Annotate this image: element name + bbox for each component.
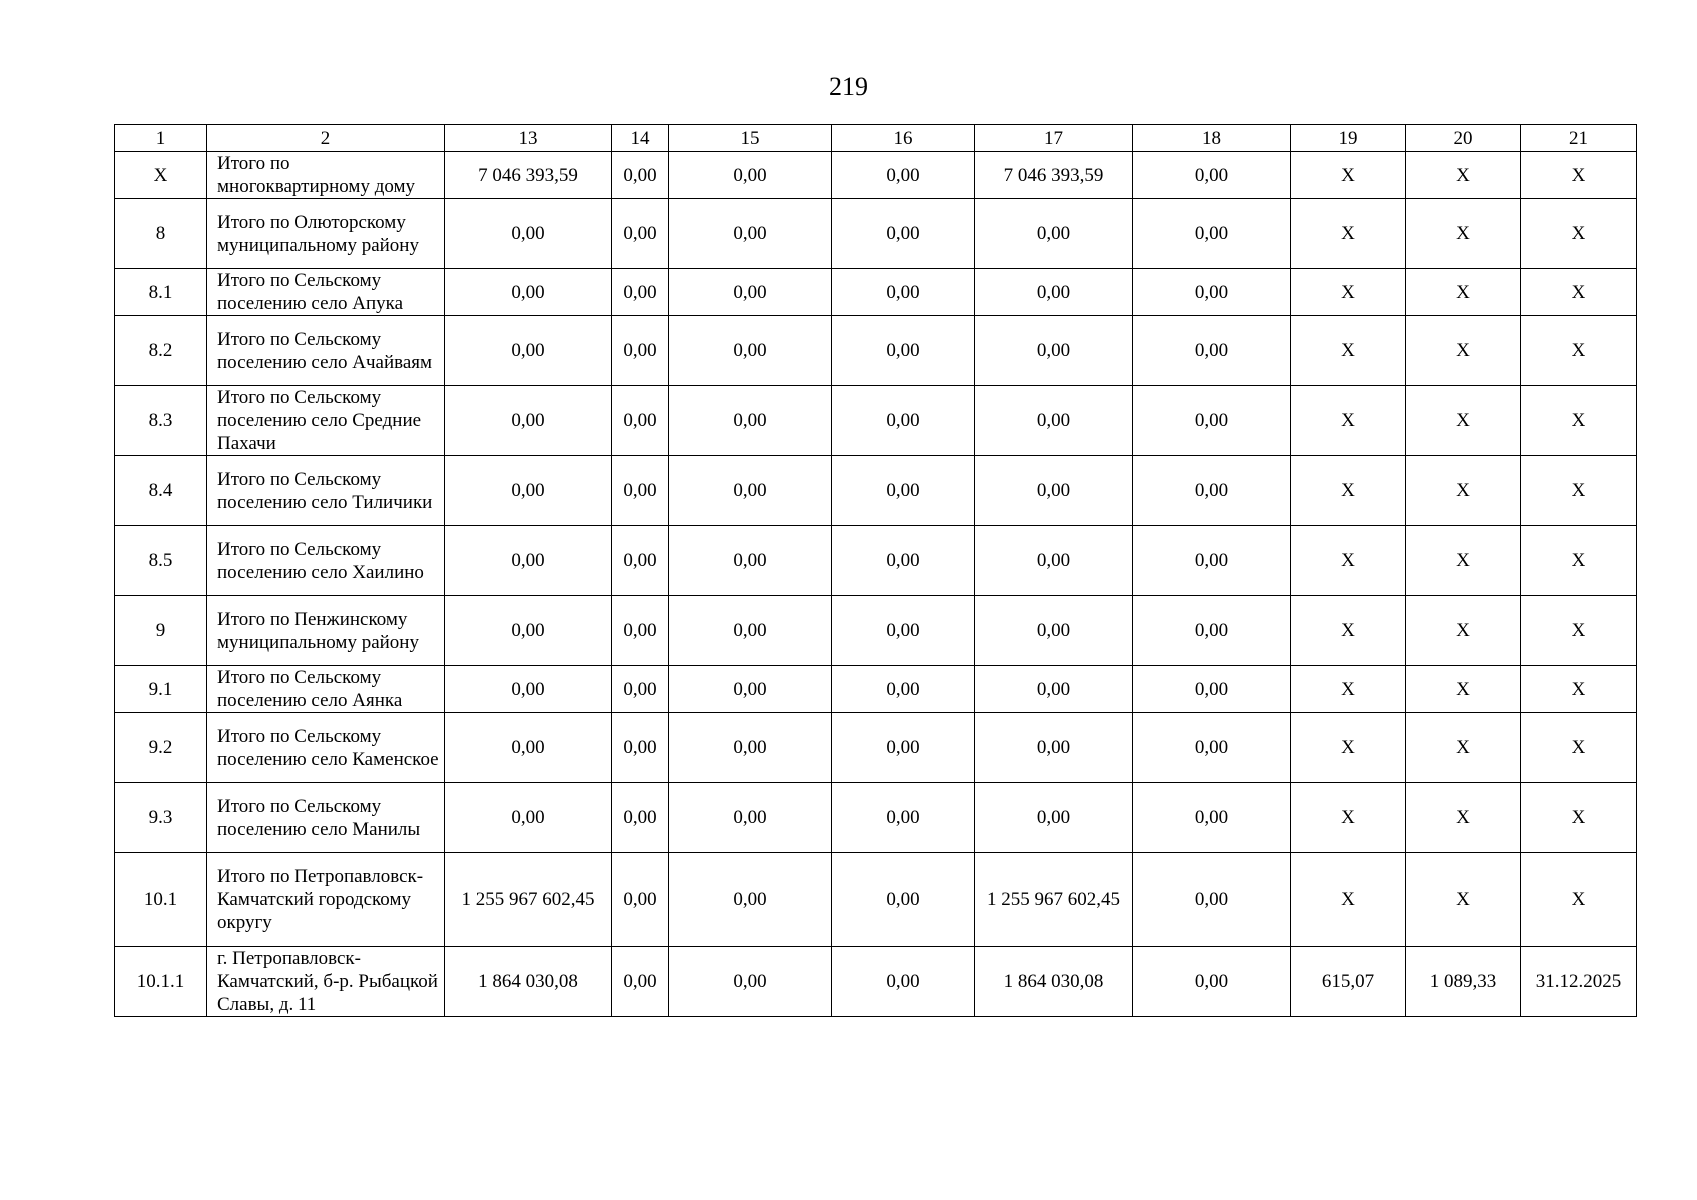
cell-value: 0,00: [612, 456, 669, 526]
cell-number: 8.1: [115, 269, 207, 316]
cell-name: Итого по Сельскому поселению село Каменское: [207, 713, 445, 783]
table-row: [115, 783, 1637, 853]
cell-value: 0,00: [975, 713, 1133, 783]
cell-value: X: [1406, 199, 1521, 269]
cell-value: X: [1406, 783, 1521, 853]
cell-value: X: [1521, 316, 1637, 386]
cell-value: 7 046 393,59: [445, 152, 612, 199]
cell-value: 0,00: [612, 713, 669, 783]
cell-name: Итого по многоквартирному дому: [207, 152, 445, 199]
cell-value: 0,00: [832, 456, 975, 526]
cell-value: 0,00: [445, 386, 612, 456]
cell-value: 0,00: [445, 783, 612, 853]
cell-value: 0,00: [832, 783, 975, 853]
cell-value: X: [1291, 853, 1406, 947]
cell-value: X: [1291, 666, 1406, 713]
cell-value: X: [1291, 199, 1406, 269]
cell-value: 0,00: [832, 853, 975, 947]
cell-number: 8.4: [115, 456, 207, 526]
cell-name: Итого по Петропавловск-Камчатский городскому округу: [207, 853, 445, 947]
cell-number: X: [115, 152, 207, 199]
table-row: [115, 596, 1637, 666]
column-header: 1: [115, 125, 207, 152]
data-table: [114, 124, 1637, 1017]
cell-value: 0,00: [975, 269, 1133, 316]
cell-value: 0,00: [1133, 526, 1291, 596]
cell-value: X: [1291, 152, 1406, 199]
cell-value: X: [1521, 386, 1637, 456]
cell-value: X: [1291, 783, 1406, 853]
cell-value: 1 864 030,08: [975, 947, 1133, 1017]
cell-value: 0,00: [669, 526, 832, 596]
cell-value: 0,00: [832, 526, 975, 596]
cell-number: 8.3: [115, 386, 207, 456]
cell-value: 0,00: [1133, 713, 1291, 783]
cell-value: X: [1406, 386, 1521, 456]
table-row: [115, 666, 1637, 713]
cell-value: 0,00: [612, 853, 669, 947]
cell-value: 0,00: [445, 666, 612, 713]
table-row: [115, 316, 1637, 386]
cell-value: 1 089,33: [1406, 947, 1521, 1017]
cell-value: 0,00: [612, 199, 669, 269]
cell-value: 0,00: [832, 947, 975, 1017]
cell-value: 0,00: [669, 199, 832, 269]
cell-name: Итого по Сельскому поселению село Апука: [207, 269, 445, 316]
cell-value: 0,00: [1133, 853, 1291, 947]
cell-value: 0,00: [1133, 386, 1291, 456]
cell-value: X: [1521, 853, 1637, 947]
cell-value: 0,00: [975, 316, 1133, 386]
cell-value: X: [1291, 269, 1406, 316]
table-row: [115, 386, 1637, 456]
cell-name: Итого по Сельскому поселению село Манилы: [207, 783, 445, 853]
cell-value: X: [1406, 853, 1521, 947]
cell-value: 0,00: [975, 386, 1133, 456]
cell-value: X: [1291, 456, 1406, 526]
cell-value: X: [1521, 152, 1637, 199]
cell-value: 0,00: [612, 783, 669, 853]
cell-value: 0,00: [612, 386, 669, 456]
cell-value: 0,00: [612, 526, 669, 596]
cell-name: Итого по Сельскому поселению село Аянка: [207, 666, 445, 713]
cell-value: X: [1406, 526, 1521, 596]
column-header: 20: [1406, 125, 1521, 152]
cell-value: 0,00: [832, 199, 975, 269]
cell-value: 31.12.2025: [1521, 947, 1637, 1017]
cell-value: 0,00: [669, 596, 832, 666]
cell-value: 0,00: [975, 596, 1133, 666]
cell-value: 0,00: [669, 666, 832, 713]
cell-value: 0,00: [612, 152, 669, 199]
cell-name: Итого по Сельскому поселению село Средние Пахачи: [207, 386, 445, 456]
column-header: 18: [1133, 125, 1291, 152]
cell-value: X: [1291, 316, 1406, 386]
cell-value: X: [1521, 596, 1637, 666]
cell-name: г. Петропавловск-Камчатский, б-р. Рыбацкой Славы, д. 11: [207, 947, 445, 1017]
column-header: 2: [207, 125, 445, 152]
cell-name: Итого по Пенжинскому муниципальному району: [207, 596, 445, 666]
cell-value: X: [1521, 713, 1637, 783]
table-row: [115, 269, 1637, 316]
table-row: [115, 152, 1637, 199]
cell-value: X: [1406, 316, 1521, 386]
table-row: [115, 199, 1637, 269]
column-header: 17: [975, 125, 1133, 152]
cell-value: 0,00: [1133, 666, 1291, 713]
cell-value: 0,00: [1133, 269, 1291, 316]
cell-value: 0,00: [669, 152, 832, 199]
column-header: 16: [832, 125, 975, 152]
cell-name: Итого по Сельскому поселению село Хаилино: [207, 526, 445, 596]
cell-value: X: [1521, 199, 1637, 269]
cell-value: 0,00: [975, 666, 1133, 713]
cell-value: 0,00: [669, 853, 832, 947]
cell-value: 0,00: [1133, 783, 1291, 853]
cell-value: 0,00: [832, 316, 975, 386]
cell-value: X: [1291, 596, 1406, 666]
cell-value: X: [1521, 666, 1637, 713]
cell-number: 8.2: [115, 316, 207, 386]
cell-name: Итого по Олюторскому муниципальному району: [207, 199, 445, 269]
cell-value: 0,00: [612, 666, 669, 713]
cell-value: 0,00: [669, 269, 832, 316]
cell-value: X: [1291, 526, 1406, 596]
cell-value: 0,00: [612, 947, 669, 1017]
cell-value: X: [1406, 666, 1521, 713]
cell-value: 0,00: [832, 386, 975, 456]
page-number: 219: [829, 72, 868, 101]
cell-value: 0,00: [669, 783, 832, 853]
cell-value: 0,00: [669, 316, 832, 386]
cell-value: 0,00: [832, 713, 975, 783]
cell-value: 0,00: [975, 199, 1133, 269]
column-header: 13: [445, 125, 612, 152]
cell-number: 8: [115, 199, 207, 269]
cell-value: X: [1406, 713, 1521, 783]
cell-value: 0,00: [445, 316, 612, 386]
table-row: [115, 526, 1637, 596]
cell-number: 9: [115, 596, 207, 666]
cell-value: 0,00: [669, 456, 832, 526]
cell-value: 0,00: [445, 269, 612, 316]
cell-value: 615,07: [1291, 947, 1406, 1017]
cell-value: 0,00: [445, 199, 612, 269]
cell-value: 0,00: [669, 947, 832, 1017]
cell-value: X: [1521, 269, 1637, 316]
cell-value: 0,00: [612, 316, 669, 386]
cell-name: Итого по Сельскому поселению село Тиличики: [207, 456, 445, 526]
cell-value: 0,00: [612, 596, 669, 666]
cell-value: X: [1521, 783, 1637, 853]
cell-value: 0,00: [445, 713, 612, 783]
cell-value: X: [1291, 386, 1406, 456]
cell-value: 0,00: [612, 269, 669, 316]
cell-number: 8.5: [115, 526, 207, 596]
cell-value: 0,00: [832, 596, 975, 666]
cell-number: 9.1: [115, 666, 207, 713]
cell-value: 7 046 393,59: [975, 152, 1133, 199]
cell-value: 0,00: [832, 666, 975, 713]
column-header: 15: [669, 125, 832, 152]
cell-number: 9.3: [115, 783, 207, 853]
cell-value: 0,00: [975, 456, 1133, 526]
cell-value: 1 864 030,08: [445, 947, 612, 1017]
cell-number: 9.2: [115, 713, 207, 783]
cell-value: 0,00: [1133, 456, 1291, 526]
table-row: [115, 947, 1637, 1017]
cell-value: 0,00: [445, 526, 612, 596]
cell-value: 1 255 967 602,45: [445, 853, 612, 947]
cell-value: 0,00: [975, 783, 1133, 853]
column-header: 14: [612, 125, 669, 152]
cell-value: 0,00: [669, 713, 832, 783]
cell-value: 1 255 967 602,45: [975, 853, 1133, 947]
column-header: 19: [1291, 125, 1406, 152]
cell-value: 0,00: [445, 456, 612, 526]
table-row: [115, 713, 1637, 783]
cell-value: X: [1521, 456, 1637, 526]
table-row: [115, 456, 1637, 526]
header-row: [115, 125, 1637, 152]
cell-value: 0,00: [1133, 947, 1291, 1017]
cell-value: 0,00: [1133, 596, 1291, 666]
cell-name: Итого по Сельскому поселению село Ачайваям: [207, 316, 445, 386]
cell-value: 0,00: [832, 152, 975, 199]
cell-value: 0,00: [1133, 152, 1291, 199]
cell-number: 10.1.1: [115, 947, 207, 1017]
cell-number: 10.1: [115, 853, 207, 947]
cell-value: X: [1406, 456, 1521, 526]
cell-value: 0,00: [669, 386, 832, 456]
table-row: [115, 853, 1637, 947]
cell-value: 0,00: [1133, 316, 1291, 386]
cell-value: X: [1291, 713, 1406, 783]
cell-value: 0,00: [445, 596, 612, 666]
cell-value: X: [1406, 152, 1521, 199]
cell-value: X: [1406, 269, 1521, 316]
cell-value: 0,00: [1133, 199, 1291, 269]
cell-value: 0,00: [832, 269, 975, 316]
cell-value: X: [1406, 596, 1521, 666]
cell-value: 0,00: [975, 526, 1133, 596]
column-header: 21: [1521, 125, 1637, 152]
cell-value: X: [1521, 526, 1637, 596]
